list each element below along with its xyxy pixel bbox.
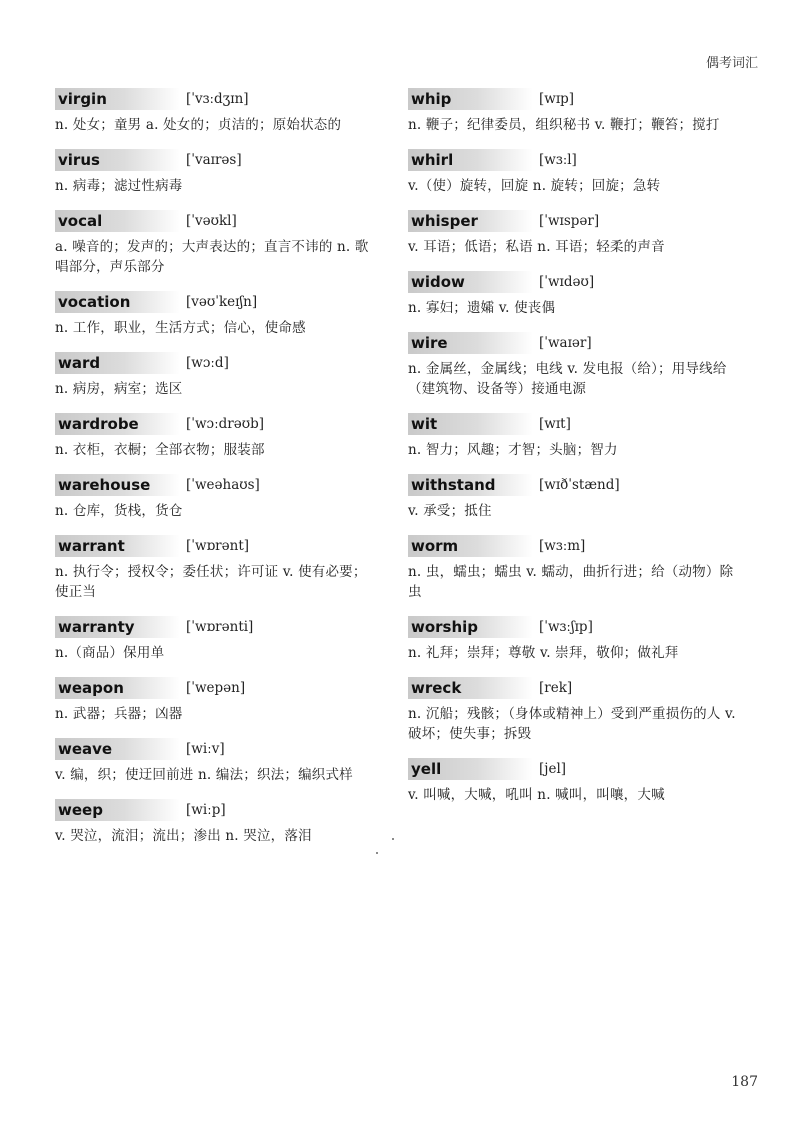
headword: wardrobe — [55, 413, 180, 435]
definition: v. 叫喊，大喊，吼叫 n. 喊叫，叫嚷，大喊 — [408, 787, 665, 803]
vocab-entry — [55, 291, 375, 338]
definition: a. 噪音的；发声的；大声表达的；直言不讳的 n. 歌唱部分，声乐部分 — [55, 239, 369, 275]
vocab-entry — [55, 474, 375, 521]
headword: weapon — [55, 677, 180, 699]
vocab-entry — [55, 352, 375, 399]
right-column — [408, 88, 738, 819]
vocab-entry — [408, 677, 738, 744]
phonetic: [ˈwɜːʃɪp] — [539, 619, 593, 635]
definition: n. 处女；童男 a. 处女的；贞洁的；原始状态的 — [55, 117, 342, 133]
phonetic: [ˈwɪdəʊ] — [539, 274, 595, 290]
definition: n. 沉船；残骸；（身体或精神上）受到严重损伤的人 v. 破坏；使失事；拆毁 — [408, 706, 736, 742]
definition: v. 承受；抵住 — [408, 503, 492, 519]
phonetic: [ˈvəʊkl] — [186, 213, 237, 229]
definition: n. 病毒；滤过性病毒 — [55, 178, 183, 194]
headword: wreck — [408, 677, 533, 699]
definition: n. 工作，职业，生活方式；信心，使命感 — [55, 320, 306, 336]
headword: wire — [408, 332, 533, 354]
definition: n. 寡妇；遗孀 v. 使丧偶 — [408, 300, 556, 316]
phonetic: [ˈwepən] — [186, 680, 246, 696]
definition: n. 执行令；授权令；委任状；许可证 v. 使有必要；使正当 — [55, 564, 367, 600]
scan-speck — [392, 838, 394, 840]
vocab-entry — [408, 332, 738, 399]
headword: whirl — [408, 149, 533, 171]
definition: n. 礼拜；崇拜；尊敬 v. 崇拜，敬仰；做礼拜 — [408, 645, 679, 661]
vocab-entry — [408, 149, 738, 196]
definition: v. 耳语；低语；私语 n. 耳语；轻柔的声音 — [408, 239, 665, 255]
vocab-entry — [55, 677, 375, 724]
left-column — [55, 88, 375, 860]
headword: worm — [408, 535, 533, 557]
phonetic: [wɜːl] — [539, 152, 577, 168]
definition: n. 衣柜，衣橱；全部衣物；服装部 — [55, 442, 265, 458]
definition: n. 鞭子；纪律委员，组织秘书 v. 鞭打；鞭笞；搅打 — [408, 117, 720, 133]
definition: n. 金属丝，金属线；电线 v. 发电报（给）；用导线给（建筑物、设备等）接通电源 — [408, 361, 727, 397]
headword: warranty — [55, 616, 180, 638]
phonetic: [wiːv] — [186, 741, 225, 757]
phonetic: [wɪt] — [539, 416, 571, 432]
headword: yell — [408, 758, 533, 780]
scan-speck — [376, 852, 378, 854]
headword: warehouse — [55, 474, 180, 496]
headword: wit — [408, 413, 533, 435]
page-header: 偶考词汇 — [705, 56, 758, 71]
headword: worship — [408, 616, 533, 638]
headword: vocation — [55, 291, 180, 313]
vocab-entry — [55, 616, 375, 663]
vocab-entry — [55, 88, 375, 135]
vocab-entry — [55, 413, 375, 460]
phonetic: [wɪp] — [539, 91, 575, 107]
headword: widow — [408, 271, 533, 293]
phonetic: [ˈwaɪər] — [539, 335, 592, 351]
definition: n. 病房，病室；选区 — [55, 381, 183, 397]
vocab-entry — [55, 535, 375, 602]
vocab-entry — [408, 88, 738, 135]
definition: n.（商品）保用单 — [55, 645, 165, 661]
headword: whisper — [408, 210, 533, 232]
phonetic: [wiːp] — [186, 802, 226, 818]
phonetic: [ˈwɒrənti] — [186, 619, 254, 635]
phonetic: [ˈweəhaʊs] — [186, 477, 260, 493]
phonetic: [ˈwɔːdrəʊb] — [186, 416, 265, 432]
headword: withstand — [408, 474, 533, 496]
phonetic: [wɜːm] — [539, 538, 586, 554]
page-number: 187 — [731, 1074, 758, 1090]
vocab-entry — [55, 149, 375, 196]
headword: vocal — [55, 210, 180, 232]
phonetic: [ˈwɒrənt] — [186, 538, 250, 554]
vocab-entry — [55, 738, 375, 785]
definition: n. 仓库，货栈，货仓 — [55, 503, 183, 519]
phonetic: [rek] — [539, 680, 573, 696]
definition: v. 编，织；使迂回前进 n. 编法；织法；编织式样 — [55, 767, 353, 783]
vocab-entry — [408, 210, 738, 257]
headword: virgin — [55, 88, 180, 110]
vocab-entry — [408, 535, 738, 602]
headword: warrant — [55, 535, 180, 557]
phonetic: [ˈvɜːdʒɪn] — [186, 91, 249, 107]
definition: v.（使）旋转，回旋 n. 旋转；回旋；急转 — [408, 178, 661, 194]
headword: weave — [55, 738, 180, 760]
headword: weep — [55, 799, 180, 821]
definition: n. 虫，蠕虫；蠕虫 v. 蠕动，曲折行进；给（动物）除虫 — [408, 564, 734, 600]
phonetic: [wɪðˈstænd] — [539, 477, 620, 493]
phonetic: [vəʊˈkeɪʃn] — [186, 294, 258, 310]
phonetic: [ˈvaɪrəs] — [186, 152, 242, 168]
definition: v. 哭泣，流泪；流出；渗出 n. 哭泣，落泪 — [55, 828, 312, 844]
headword: whip — [408, 88, 533, 110]
vocab-entry — [408, 413, 738, 460]
vocab-entry — [55, 210, 375, 277]
headword: ward — [55, 352, 180, 374]
vocab-entry — [408, 758, 738, 805]
phonetic: [ˈwɪspər] — [539, 213, 600, 229]
vocab-entry — [55, 799, 375, 846]
phonetic: [wɔːd] — [186, 355, 229, 371]
vocab-entry — [408, 474, 738, 521]
headword: virus — [55, 149, 180, 171]
phonetic: [jel] — [539, 761, 567, 777]
definition: n. 智力；风趣；才智；头脑；智力 — [408, 442, 618, 458]
definition: n. 武器；兵器；凶器 — [55, 706, 183, 722]
vocab-entry — [408, 616, 738, 663]
vocab-entry — [408, 271, 738, 318]
